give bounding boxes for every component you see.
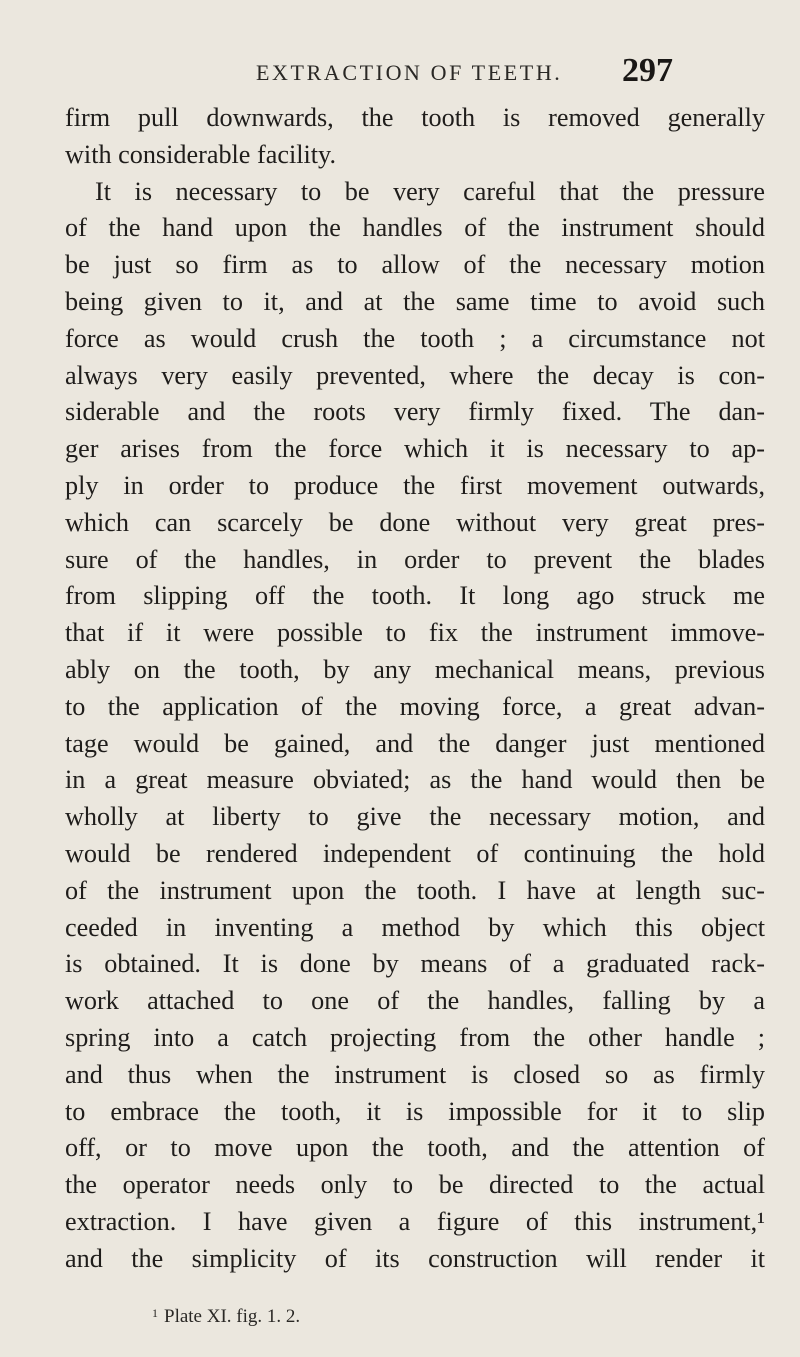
text-line: ably on the tooth, by any mechanical means, previous [65, 654, 765, 684]
text-line: ger arises from the force which it is necessary to ap- [65, 434, 765, 464]
text-line: would be rendered independent of continuing the hold [65, 838, 765, 868]
text-line: is obtained. It is done by means of a graduated rack- [65, 949, 765, 979]
footnote [152, 1306, 300, 1328]
text-line: which can scarcely be done without very great pres- [65, 507, 765, 537]
footnote-marker: 1 [152, 1306, 158, 1320]
text-line: in a great measure obviated; as the hand would then be [65, 765, 765, 795]
text-line: force as would crush the tooth ; a circumstance not [65, 323, 765, 353]
text-line: of the instrument upon the tooth. I have at length suc- [65, 875, 765, 905]
running-head: EXTRACTION OF TEETH. [256, 60, 563, 85]
text-line: from slipping off the tooth. It long ago struck me [65, 581, 765, 611]
text-line: and the simplicity of its construction will render it [65, 1243, 765, 1273]
text-line: ply in order to produce the first movement outwards, [65, 470, 765, 500]
text-line: spring into a catch projecting from the other handle ; [65, 1022, 765, 1052]
text-line: the operator needs only to be directed to the actual [65, 1170, 765, 1200]
text-line: siderable and the roots very firmly fixed. The dan- [65, 397, 765, 427]
text-line: work attached to one of the handles, falling by a [65, 986, 765, 1016]
text-line: and thus when the instrument is closed so as firmly [65, 1059, 765, 1089]
page-header [0, 52, 800, 92]
text-line: be just so firm as to allow of the necessary motion [65, 250, 765, 280]
text-line: being given to it, and at the same time to avoid such [65, 286, 765, 316]
text-line: that if it were possible to fix the instrument immove- [65, 618, 765, 648]
page-number: 297 [622, 52, 673, 89]
text-line: sure of the handles, in order to prevent the blades [65, 544, 765, 574]
text-line: tage would be gained, and the danger just mentioned [65, 728, 765, 758]
text-line: of the hand upon the handles of the instrument should [65, 213, 765, 243]
text-line: to the application of the moving force, a great advan- [65, 691, 765, 721]
text-line: It is necessary to be very careful that the pressure [95, 176, 765, 206]
text-line: to embrace the tooth, it is impossible for it to slip [65, 1096, 765, 1126]
text-line: firm pull downwards, the tooth is removed generally [65, 103, 765, 132]
text-line: with considerable facility. [65, 139, 336, 169]
text-line: wholly at liberty to give the necessary motion, and [65, 802, 765, 832]
text-line: always very easily prevented, where the decay is con- [65, 360, 765, 390]
body-text [65, 100, 765, 1278]
text-line: extraction. I have given a figure of this instrument,¹ [65, 1206, 765, 1236]
footnote-text: Plate XI. fig. 1. 2. [164, 1306, 301, 1327]
text-line: off, or to move upon the tooth, and the attention of [65, 1133, 765, 1163]
text-line: ceeded in inventing a method by which this object [65, 912, 765, 942]
